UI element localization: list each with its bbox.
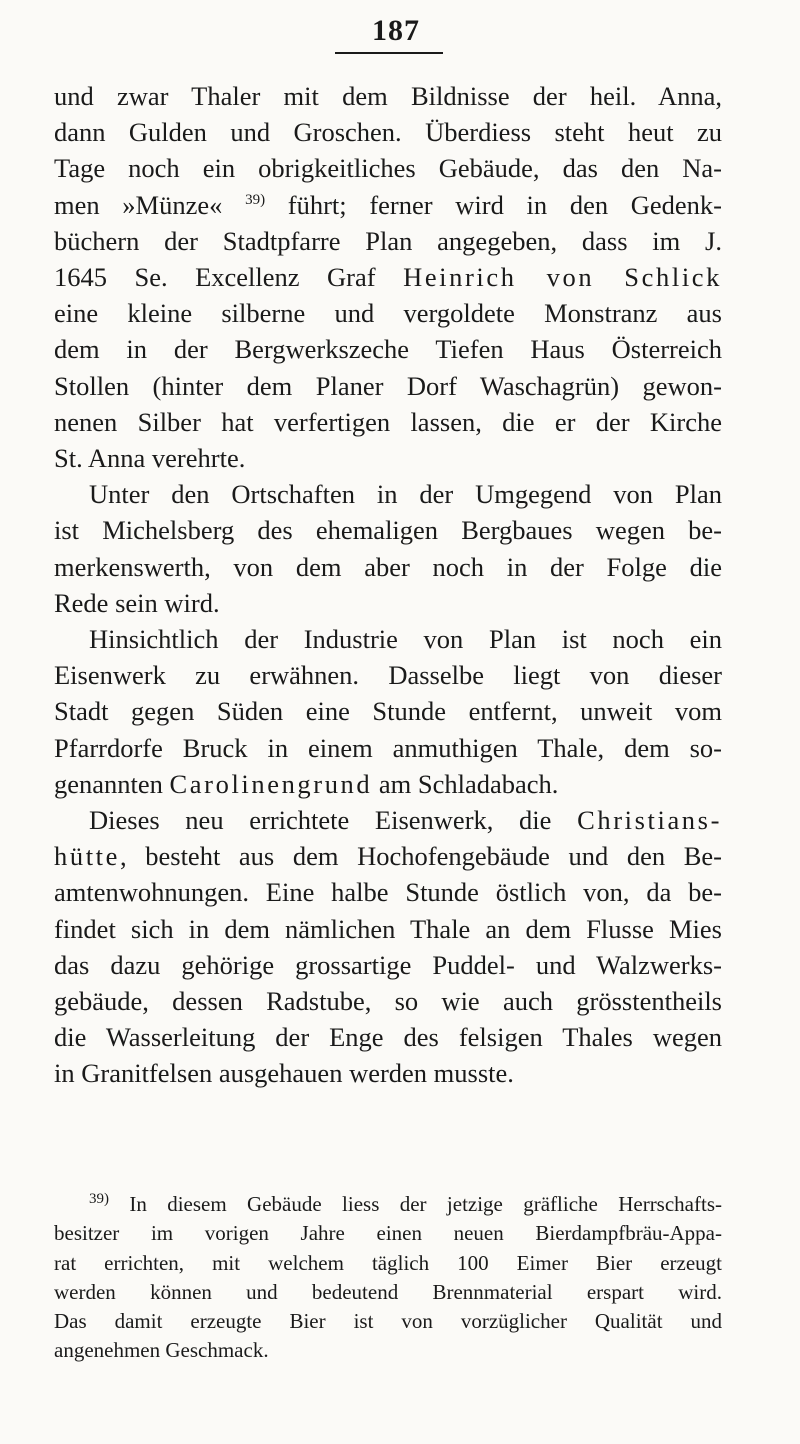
footnote-line: angenehmen Geschmack. [54,1338,269,1363]
page-number: 187 [372,14,420,47]
text-line-with-name [54,259,722,295]
text-fragment: führt; ferner wird in den Gedenk- [265,189,723,220]
text-line: Rede sein wird. [54,587,220,618]
spaced-name: Heinrich von Schlick [403,262,722,293]
page-number-rule [335,52,443,54]
text-line: Unter den Ortschaften in der Umgegend von Plan [89,479,722,510]
text-line: dann Gulden und Groschen. Überdiess steht heut zu [54,117,722,148]
text-line: dem in der Bergwerkszeche Tiefen Haus Österreich [54,334,722,365]
spaced-name: Carolinengrund [169,768,373,799]
text-line-with-footnote-ref [54,187,722,223]
text-fragment: genannten [54,768,170,799]
text-line: gebäude, dessen Radstube, so wie auch grösstentheils [54,986,722,1017]
text-line: Stollen (hinter dem Planer Dorf Waschagrün) gewon- [54,370,722,401]
text-line: büchern der Stadtpfarre Plan angegeben, dass im J. [54,225,722,256]
text-fragment: , besteht aus dem Hochofengebäude und den Be- [120,841,722,872]
footnote-marker: 39) [89,1191,109,1207]
paragraph-1 [54,78,722,476]
text-line: ist Michelsberg des ehemaligen Bergbaues wegen be- [54,515,722,546]
text-line: Hinsichtlich der Industrie von Plan ist noch ein [89,624,722,655]
text-fragment: In diesem Gebäude liess der jetzige gräfliche Herrschafts- [109,1192,722,1216]
main-text [54,78,722,1092]
footnote-line: besitzer im vorigen Jahre einen neuen Bierdampfbräu-Appa- [54,1221,722,1246]
text-line: nenen Silber hat verfertigen lassen, die er der Kirche [54,406,722,437]
text-line: Stadt gegen Süden eine Stunde entfernt, unweit vom [54,696,722,727]
text-fragment: am Schladabach. [372,768,559,799]
text-line: merkenswerth, von dem aber noch in der Folge die [54,551,722,582]
text-line: Eisenwerk zu erwähnen. Dasselbe liegt von dieser [54,660,722,691]
text-line: die Wasserleitung der Enge des felsigen Thales wegen [54,1022,722,1053]
text-line: amtenwohnungen. Eine halbe Stunde östlich von, da be- [54,877,722,908]
text-line-with-name [54,802,722,838]
text-line-with-name [54,766,722,802]
text-line: St. Anna verehrte. [54,443,246,474]
spaced-name: hütte [54,841,120,872]
paragraph-4 [54,802,722,1092]
text-line: Tage noch ein obrigkeitliches Gebäude, das den Na- [54,153,722,184]
paragraph-2 [54,476,722,621]
text-line: in Granitfelsen ausgehauen werden musste. [54,1058,514,1089]
text-line: Pfarrdorfe Bruck in einem anmuthigen Thale, dem so- [54,732,722,763]
footnote-line: rat errichten, mit welchem täglich 100 Eimer Bier erzeugt [54,1250,722,1275]
footnote-line: werden können und bedeutend Brennmaterial erspart wird. [54,1279,722,1304]
footnote-line: Das damit erzeugte Bier ist von vorzüglicher Qualität und [54,1309,722,1334]
paragraph-3 [54,621,722,802]
footnote [54,1190,722,1366]
text-line: und zwar Thaler mit dem Bildnisse der heil. Anna, [54,81,722,111]
text-fragment: men »Münze« [54,189,246,220]
text-fragment: Dieses neu errichtete Eisenwerk, die [89,805,578,836]
text-line: eine kleine silberne und vergoldete Monstranz aus [54,298,722,329]
text-line: findet sich in dem nämlichen Thale an dem Flusse Mies [54,913,722,944]
text-line: das dazu gehörige grossartige Puddel- und Walzwerks- [54,949,722,980]
text-line-with-name [54,838,722,874]
footnote-reference: 39) [245,191,266,208]
text-fragment: 1645 Se. Excellenz Graf [54,262,404,293]
footnote-line [54,1190,722,1219]
spaced-name: Christians- [577,805,722,836]
